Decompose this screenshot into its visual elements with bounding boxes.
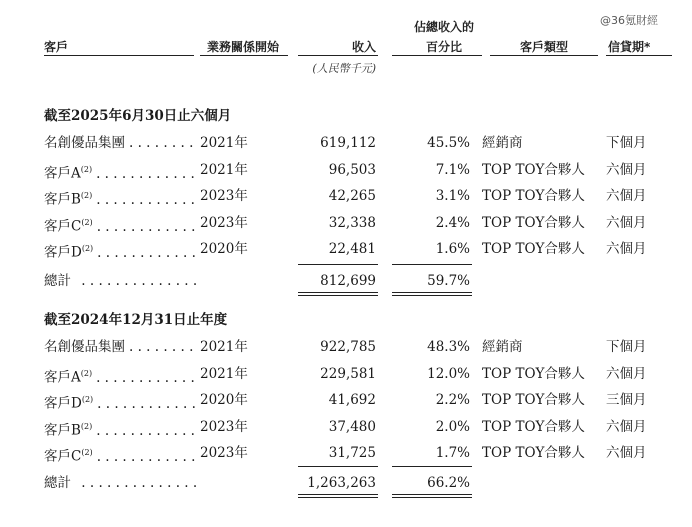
start-year: 2021年 xyxy=(200,339,248,355)
table-row xyxy=(0,214,692,234)
footnote-marker: (2) xyxy=(81,244,94,253)
section-title: 截至2025年6月30日止六個月 xyxy=(44,108,232,124)
credit-period: 六個月 xyxy=(606,419,647,435)
customer-name xyxy=(44,418,195,440)
table-row xyxy=(0,240,692,260)
start-year: 2020年 xyxy=(200,241,248,257)
customer-type: TOP TOY合夥人 xyxy=(482,215,585,231)
section-title: 截至2024年12月31日止年度 xyxy=(44,312,228,328)
revenue-value: 37,480 xyxy=(328,419,376,435)
total-label-text: 總計 xyxy=(44,475,71,491)
customer-name-text: 客戶B xyxy=(44,422,81,439)
header-customer-type: 客戶類型 xyxy=(520,40,569,54)
header-rule-credit xyxy=(606,55,672,56)
revenue-unit: (人民幣千元) xyxy=(312,62,376,75)
customer-name xyxy=(44,338,193,356)
customer-name-text: 客戶D xyxy=(44,395,82,412)
total-pct: 66.2% xyxy=(427,475,470,491)
total-label-text: 總計 xyxy=(44,273,71,289)
subtotal-rule-revenue xyxy=(298,466,378,467)
total-pct: 59.7% xyxy=(427,273,470,289)
customer-name-text: 客戶C xyxy=(44,448,82,465)
header-rule-year xyxy=(200,55,288,56)
leader-dots: . . . . . . . . . . . . xyxy=(96,422,195,439)
total-label xyxy=(44,272,197,290)
total-double-rule-revenue xyxy=(298,494,378,498)
customer-type: TOP TOY合夥人 xyxy=(482,241,585,257)
pct-value: 2.0% xyxy=(435,419,470,435)
leader-dots: . . . . . . . . . . . . xyxy=(96,191,195,208)
subtotal-rule-revenue xyxy=(298,264,378,265)
leader-dots: . . . . . . . . . . . . xyxy=(96,369,195,386)
customer-type: TOP TOY合夥人 xyxy=(482,392,585,408)
customer-type: TOP TOY合夥人 xyxy=(482,445,585,461)
credit-period: 六個月 xyxy=(606,445,647,461)
table-row xyxy=(0,365,692,385)
customer-name xyxy=(44,365,195,387)
revenue-value: 619,112 xyxy=(320,135,376,151)
total-label xyxy=(44,474,197,492)
start-year: 2021年 xyxy=(200,135,248,151)
revenue-value: 922,785 xyxy=(320,339,376,355)
credit-period: 六個月 xyxy=(606,215,647,231)
customer-name xyxy=(44,240,196,262)
customer-name xyxy=(44,187,195,209)
customer-name-text: 名創優品集團 xyxy=(44,135,125,151)
pct-value: 1.6% xyxy=(435,241,470,257)
credit-period: 六個月 xyxy=(606,366,647,382)
table-row xyxy=(0,338,692,358)
start-year: 2023年 xyxy=(200,188,248,204)
table-row xyxy=(0,418,692,438)
header-start-year: 業務關係開始 xyxy=(207,40,280,54)
revenue-value: 42,265 xyxy=(328,188,376,204)
pct-value: 12.0% xyxy=(427,366,470,382)
revenue-value: 31,725 xyxy=(328,445,376,461)
customer-name-text: 客戶D xyxy=(44,244,82,261)
pct-value: 45.5% xyxy=(427,135,470,151)
total-revenue: 1,263,263 xyxy=(307,475,376,491)
subtotal-rule-pct xyxy=(392,466,472,467)
credit-period: 六個月 xyxy=(606,188,647,204)
customer-type: TOP TOY合夥人 xyxy=(482,366,585,382)
customer-type: 經銷商 xyxy=(482,339,523,355)
total-revenue: 812,699 xyxy=(320,273,376,289)
pct-value: 7.1% xyxy=(435,162,470,178)
revenue-value: 96,503 xyxy=(328,162,376,178)
customer-name-text: 客戶B xyxy=(44,191,81,208)
customer-name xyxy=(44,134,193,152)
watermark-text: @36氪財經 xyxy=(600,14,658,27)
customer-name-text: 名創優品集團 xyxy=(44,339,125,355)
pct-value: 2.2% xyxy=(435,392,470,408)
footnote-marker: (2) xyxy=(80,422,93,431)
credit-period: 下個月 xyxy=(606,135,647,151)
customer-name xyxy=(44,444,195,466)
table-row xyxy=(0,161,692,181)
start-year: 2021年 xyxy=(200,366,248,382)
total-double-rule-revenue xyxy=(298,292,378,296)
credit-period: 六個月 xyxy=(606,162,647,178)
header-rule-revenue xyxy=(298,55,378,56)
customer-type: 經銷商 xyxy=(482,135,523,151)
footnote-marker: (2) xyxy=(80,369,93,378)
customer-name xyxy=(44,214,195,236)
pct-value: 3.1% xyxy=(435,188,470,204)
footnote-marker: (2) xyxy=(80,165,93,174)
customer-name-text: 客戶C xyxy=(44,218,82,235)
leader-dots: . . . . . . . . . . . . xyxy=(96,448,196,465)
start-year: 2023年 xyxy=(200,445,248,461)
revenue-value: 229,581 xyxy=(320,366,376,382)
header-rule-customer xyxy=(44,55,194,56)
leader-dots: . . . . . . . . . . . . xyxy=(96,165,195,182)
table-row xyxy=(0,391,692,411)
customer-type: TOP TOY合夥人 xyxy=(482,188,585,204)
header-pct-line1: 佔總收入的 xyxy=(413,20,474,34)
leader-dots: . . . . . . . . xyxy=(129,135,194,151)
customer-name-text: 客戶A xyxy=(44,369,81,386)
subtotal-rule-pct xyxy=(392,264,472,265)
customer-name xyxy=(44,161,195,183)
header-revenue: 收入 xyxy=(351,40,376,54)
leader-dots: . . . . . . . . xyxy=(129,339,194,355)
revenue-value: 22,481 xyxy=(328,241,376,257)
footnote-marker: (2) xyxy=(81,395,94,404)
total-double-rule-pct xyxy=(392,494,472,498)
leader-dots: . . . . . . . . . . . . xyxy=(97,395,196,412)
leader-dots: . . . . . . . . . . . . xyxy=(96,218,196,235)
customer-name-text: 客戶A xyxy=(44,165,81,182)
customer-type: TOP TOY合夥人 xyxy=(482,162,585,178)
total-leader-dots: . . . . . . . . . . . . . . xyxy=(81,475,198,491)
pct-value: 1.7% xyxy=(435,445,470,461)
customer-name xyxy=(44,391,196,413)
credit-period: 六個月 xyxy=(606,241,647,257)
credit-period: 三個月 xyxy=(606,392,647,408)
leader-dots: . . . . . . . . . . . . xyxy=(97,244,196,261)
revenue-value: 41,692 xyxy=(328,392,376,408)
table-row xyxy=(0,444,692,464)
header-rule-pct xyxy=(392,55,482,56)
customer-type: TOP TOY合夥人 xyxy=(482,419,585,435)
pct-value: 2.4% xyxy=(435,215,470,231)
start-year: 2023年 xyxy=(200,419,248,435)
header-customer: 客戶 xyxy=(44,40,69,54)
total-leader-dots: . . . . . . . . . . . . . . xyxy=(81,273,198,289)
table-row xyxy=(0,134,692,154)
header-rule-type xyxy=(490,55,598,56)
pct-value: 48.3% xyxy=(427,339,470,355)
revenue-value: 32,338 xyxy=(328,215,376,231)
start-year: 2023年 xyxy=(200,215,248,231)
credit-period: 下個月 xyxy=(606,339,647,355)
start-year: 2021年 xyxy=(200,162,248,178)
footnote-marker: (2) xyxy=(81,448,93,457)
table-row xyxy=(0,187,692,207)
footnote-marker: (2) xyxy=(81,218,93,227)
footnote-marker: (2) xyxy=(80,191,93,200)
header-credit-period: 信貸期* xyxy=(608,40,651,54)
start-year: 2020年 xyxy=(200,392,248,408)
total-double-rule-pct xyxy=(392,292,472,296)
header-pct-line2: 百分比 xyxy=(425,40,462,54)
